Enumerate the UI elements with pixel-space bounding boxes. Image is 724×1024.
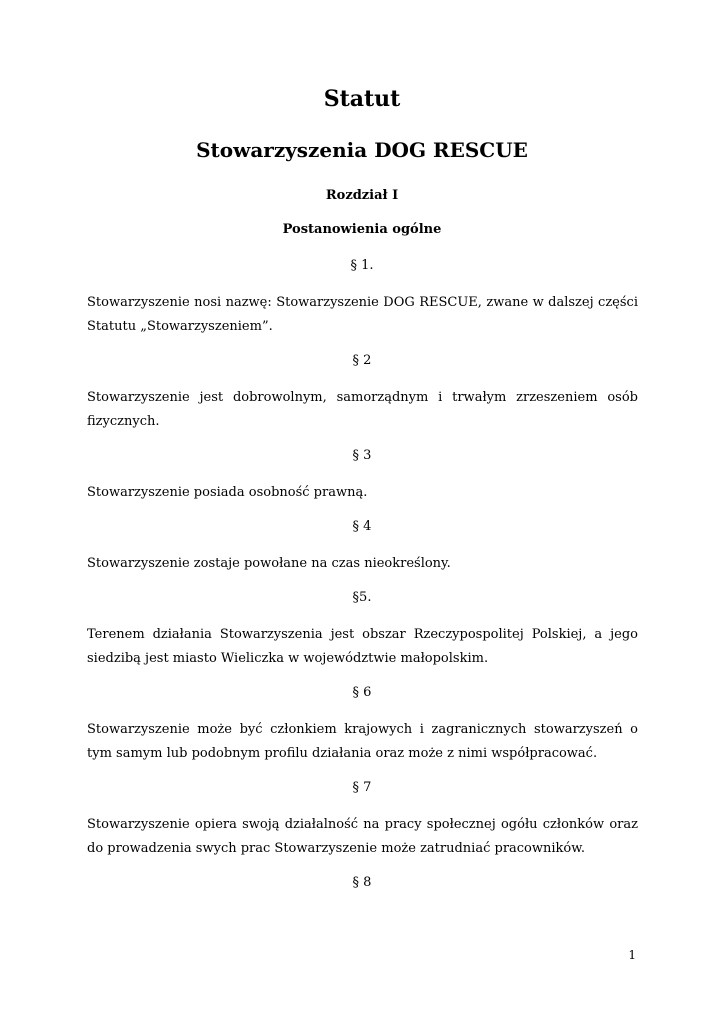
document-title: Statut (323, 86, 401, 112)
section-mark: § 1. (350, 258, 374, 273)
section-paragraph: Stowarzyszenie jest dobrowolnym, samorządnym i trwałym zrzeszeniem osób fizycznych. (87, 390, 638, 429)
section-paragraph: Stowarzyszenie nosi nazwę: Stowarzyszenie DOG RESCUE, zwane w dalszej części Statutu „Stowarzyszeniem”. (87, 295, 638, 334)
page-number: 1 (628, 948, 636, 962)
section-mark: § 4 (352, 519, 372, 534)
document-subtitle: Stowarzyszenia DOG RESCUE (196, 138, 528, 162)
section-paragraph: Terenem działania Stowarzyszenia jest obszar Rzeczypospolitej Polskiej, a jego siedzibą jest miasto Wieliczka w województwie małopolskim. (87, 627, 638, 666)
section-paragraph: Stowarzyszenie opiera swoją działalność na pracy społecznej ogółu członków oraz do prowadzenia swych prac Stowarzyszenie może zatrudniać pracowników. (87, 817, 638, 856)
section-paragraph: Stowarzyszenie posiada osobność prawną. (87, 485, 368, 500)
chapter-title: Postanowienia ogólne (282, 222, 442, 237)
section-paragraph: Stowarzyszenie zostaje powołane na czas nieokreślony. (87, 556, 451, 571)
section-mark: § 6 (352, 685, 372, 700)
chapter-heading: Rozdział I (325, 188, 399, 203)
section-paragraph: Stowarzyszenie może być członkiem krajowych i zagranicznych stowarzyszeń o tym samym lub podobnym profilu działania oraz może z nimi współpracować. (87, 722, 638, 761)
section-mark: § 2 (352, 353, 372, 368)
section-mark: § 7 (352, 780, 372, 795)
section-mark: § 8 (352, 875, 372, 890)
section-mark: § 3 (352, 448, 372, 463)
section-mark: §5. (352, 590, 372, 605)
